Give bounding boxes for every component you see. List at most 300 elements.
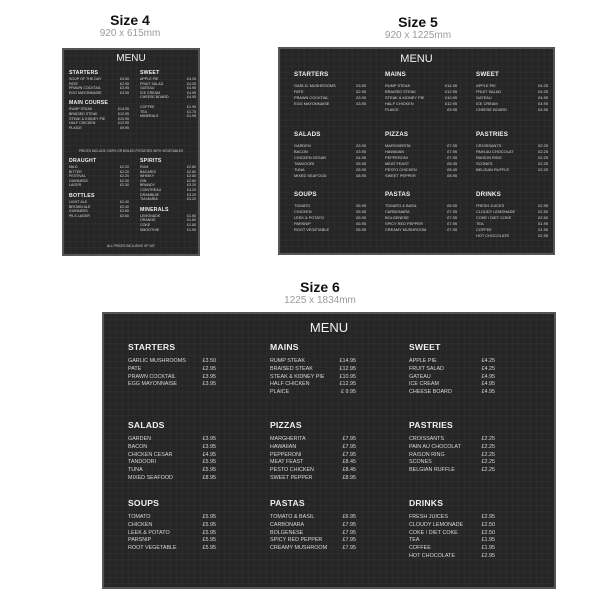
menu-item-name: PESTO CHICKEN xyxy=(270,467,314,474)
menu-item-name: BRANDY xyxy=(140,183,155,188)
menu-item xyxy=(140,114,196,119)
menu-item-price: £2.25 xyxy=(538,143,548,148)
menu-item-price: £4.95 xyxy=(187,86,196,91)
menu-item xyxy=(69,183,129,188)
menu-item-price: £2.95 xyxy=(202,365,216,372)
section-heading: SWEET xyxy=(140,70,160,76)
menu-section-sweet xyxy=(140,70,196,100)
menu-item-price: £4.95 xyxy=(202,451,216,458)
menu-item-name: MINERALS xyxy=(140,114,159,119)
menu-item xyxy=(128,545,216,553)
size5-dims: 920 x 1225mm xyxy=(384,30,452,41)
section-block xyxy=(128,342,216,420)
size4-note-top: PRICES INCLUDE CHIPS OR BOILED POTATOES WITH VEGETABLES xyxy=(78,149,184,153)
menu-item-name: COFFEE xyxy=(476,227,492,233)
menu-item-price: £3.95 xyxy=(202,381,216,388)
menu-item-name: GUINNESS xyxy=(69,209,88,214)
menu-item-name: FRESH JUICES xyxy=(476,203,505,208)
menu-item-price: £7.95 xyxy=(342,521,356,528)
menu-item-name: PEPPERONI xyxy=(270,451,302,458)
menu-item-name: SWEET PEPPER xyxy=(270,474,313,481)
menu-item-price: £4.25 xyxy=(538,83,548,88)
menu-item-name: EGG MAYONNAISE xyxy=(294,101,330,107)
menu-item-price: £7.95 xyxy=(342,443,356,450)
menu-item-name: TEA xyxy=(409,537,420,544)
section-block xyxy=(385,191,457,251)
menu-section-salads xyxy=(128,420,216,483)
menu-item-price: £4.95 xyxy=(538,101,548,107)
section-heading: STARTERS xyxy=(69,70,99,76)
menu-item-price: £2.20 xyxy=(120,169,129,174)
menu-item-price: £2.25 xyxy=(481,443,495,450)
size6-col-3 xyxy=(409,342,495,576)
menu-section-mains xyxy=(385,71,457,113)
menu-item-price: £7.95 xyxy=(342,529,356,536)
menu-item-name: GARLIC MUSHROOMS xyxy=(128,358,186,364)
size4-col-left xyxy=(69,70,129,135)
menu-item xyxy=(69,91,129,96)
menu-title: MENU xyxy=(309,320,349,335)
menu-item-name: BACARDI xyxy=(140,169,156,174)
section-heading: DRAUGHT xyxy=(69,158,97,164)
menu-section-bottles xyxy=(69,193,129,218)
menu-item xyxy=(270,459,356,467)
size4-dims: 920 x 615mm xyxy=(99,28,161,39)
menu-section-pizzas xyxy=(270,420,356,483)
menu-section-sweet xyxy=(409,342,495,397)
menu-item-price: £2.80 xyxy=(187,169,196,174)
menu-item-price: £1.60 xyxy=(187,213,196,218)
menu-item-price: £12.95 xyxy=(339,381,356,388)
menu-section-pastries xyxy=(409,420,495,475)
menu-item-name: WHISKY xyxy=(140,174,155,179)
menu-item-price: £8.45 xyxy=(447,161,457,167)
menu-item-name: CROISSANTS xyxy=(476,143,502,148)
menu-item-name: SCONES xyxy=(409,459,432,466)
menu-item-name: PARSNIP xyxy=(294,221,311,227)
menu-item-name: CLOUDY LEMONADE xyxy=(409,521,464,528)
menu-item-price: £5.95 xyxy=(356,167,366,173)
menu-item xyxy=(409,459,495,467)
menu-section-pastas xyxy=(270,498,356,553)
size4-title: Size 4 xyxy=(110,12,150,28)
section-block xyxy=(476,191,548,251)
section-block xyxy=(409,420,495,498)
menu-item-name: PEPPERONI xyxy=(385,155,408,161)
size5-col-2 xyxy=(385,71,457,251)
menu-item-name: PESTO CHICKEN xyxy=(385,167,417,173)
section-block xyxy=(476,131,548,191)
menu-item xyxy=(270,389,356,397)
menu-item xyxy=(140,228,196,233)
menu-item-name: CREAMY MUSHROOM xyxy=(385,227,427,233)
menu-item xyxy=(128,374,216,382)
menu-item-name: BRAISED STEAK xyxy=(385,89,416,95)
menu-item-price: £2.30 xyxy=(120,178,129,183)
menu-item-name: BACON xyxy=(128,443,148,450)
menu-item xyxy=(128,366,216,374)
menu-item xyxy=(270,530,356,538)
menu-item-price: £4.95 xyxy=(481,389,495,396)
menu-item-price: £3.95 xyxy=(120,86,129,91)
section-heading: SALADS xyxy=(294,131,321,138)
section-heading: SWEET xyxy=(409,342,441,352)
menu-item-name: ROOT VEGETABLE xyxy=(128,545,177,552)
menu-item-name: PLAICE xyxy=(69,125,82,130)
menu-item-name: COINTREAU xyxy=(140,187,162,192)
menu-item xyxy=(128,522,216,530)
menu-item-name: PRAWN COCKTAIL xyxy=(69,86,101,91)
menu-item xyxy=(409,381,495,389)
menu-item xyxy=(294,173,366,179)
menu-item-price: £2.95 xyxy=(481,514,495,520)
menu-item-name: HOT CHOCOLATE xyxy=(409,552,455,559)
menu-item-name: CLOUDY LEMONADE xyxy=(476,209,516,215)
menu-item-name: LAGER xyxy=(69,183,82,188)
menu-item-name: SPICY RED PEPPER xyxy=(385,221,423,227)
menu-item-price: £5.95 xyxy=(202,467,216,474)
section-block xyxy=(270,420,356,498)
menu-item-name: HOT CHOCOLATE xyxy=(476,233,510,239)
section-heading: SWEET xyxy=(476,71,500,78)
menu-item-price: £10.95 xyxy=(118,116,129,121)
menu-item-price: £6.95 xyxy=(342,514,356,520)
menu-item-price: £2.20 xyxy=(120,165,129,169)
section-heading: MAINS xyxy=(385,71,406,78)
menu-item-price: £4.95 xyxy=(481,373,495,380)
menu-item-price: £5.95 xyxy=(202,521,216,528)
menu-item-price: £2.25 xyxy=(481,451,495,458)
menu-item-name: CHICKEN CESAR xyxy=(128,451,173,458)
menu-section-pastries xyxy=(476,131,548,173)
menu-item-price: £8.45 xyxy=(342,467,356,474)
menu-item xyxy=(409,514,495,522)
menu-item-name: TIA MARIA xyxy=(140,197,158,202)
menu-item-name: TUNA xyxy=(128,467,143,474)
menu-item xyxy=(140,95,196,100)
menu-item-price: £2.30 xyxy=(120,183,129,188)
size6-col-2 xyxy=(270,342,356,576)
menu-item-price: £14.95 xyxy=(118,107,129,112)
menu-item-price: £10.95 xyxy=(445,95,457,101)
menu-item xyxy=(270,366,356,374)
menu-item xyxy=(270,514,356,522)
menu-section-starters xyxy=(294,71,366,107)
menu-item xyxy=(476,107,548,113)
menu-item-name: TOMATO xyxy=(128,514,151,520)
menu-item-price: £1.95 xyxy=(481,537,495,544)
menu-item-name: PATE xyxy=(69,81,78,86)
menu-item-name: EGG MAYONNAISE xyxy=(128,381,178,388)
menu-item-price: £8.45 xyxy=(447,167,457,173)
menu-item-price: £7.95 xyxy=(342,545,356,552)
menu-item-price: £2.95 xyxy=(120,81,129,86)
menu-item-name: PILS LAGER xyxy=(69,213,90,218)
menu-item-price: £5.95 xyxy=(202,514,216,520)
menu-item-price: £4.95 xyxy=(356,155,366,161)
menu-item-price: £3.50 xyxy=(120,77,129,81)
menu-item-name: EGG MAYONNAISE xyxy=(69,90,102,95)
menu-item xyxy=(294,227,366,233)
menu-item-name: GATEAU xyxy=(476,95,492,101)
size5-label xyxy=(338,14,498,41)
menu-item-name: RUMP STEAK xyxy=(385,83,411,88)
menu-item-price: £4.25 xyxy=(481,365,495,372)
section-heading: STARTERS xyxy=(128,342,176,352)
menu-item xyxy=(409,537,495,545)
menu-title: MENU xyxy=(400,53,433,65)
menu-item-name: MILD xyxy=(69,165,78,169)
menu-section-sweet xyxy=(476,71,548,113)
menu-item-name: APPLE PIE xyxy=(476,83,496,88)
menu-item-name: FESTIVAL xyxy=(69,174,86,179)
section-heading: BOTTLES xyxy=(69,192,95,199)
menu-item-price: £5.95 xyxy=(202,545,216,552)
menu-item xyxy=(69,126,129,131)
size5-col-1 xyxy=(294,71,366,251)
menu-item-name: MIXED SEAFOOD xyxy=(128,474,173,481)
menu-item-name: SWEET PEPPER xyxy=(385,173,416,179)
menu-item-name: GATEAU xyxy=(409,373,431,380)
menu-item-price: £4.25 xyxy=(187,81,196,86)
menu-section-starters xyxy=(69,70,129,95)
section-heading: STARTERS xyxy=(294,71,329,78)
menu-section-salads xyxy=(294,131,366,180)
menu-item xyxy=(409,545,495,553)
menu-item-name: PARSNIP xyxy=(128,537,152,544)
menu-item xyxy=(409,436,495,444)
menu-item xyxy=(270,522,356,530)
menu-item xyxy=(385,227,457,233)
size6-dims: 1225 x 1834mm xyxy=(284,295,356,306)
menu-item-name: MEAT FEAST xyxy=(385,161,410,167)
menu-item-price: £7.95 xyxy=(447,155,457,161)
menu-item-name: HALF CHICKEN xyxy=(69,121,96,126)
section-heading: PIZZAS xyxy=(385,131,409,138)
menu-item-price: £2.25 xyxy=(481,467,495,474)
menu-item-name: SOUP OF THE DAY xyxy=(69,77,102,81)
menu-item-name: CHEESE BOARD xyxy=(140,95,169,100)
menu-item-price: £4.95 xyxy=(187,90,196,95)
menu-item-price: £3.95 xyxy=(202,436,216,442)
menu-item-price: £2.80 xyxy=(187,165,196,169)
section-heading: PIZZAS xyxy=(270,420,302,430)
menu-item-price: £8.95 xyxy=(202,474,216,481)
menu-item-name: PAIN AU CHOCOLAT xyxy=(476,149,514,155)
menu-item-price: £2.50 xyxy=(538,215,548,221)
menu-item-price: £3.50 xyxy=(356,83,366,88)
menu-item xyxy=(128,452,216,460)
menu-item-price: £7.95 xyxy=(447,143,457,148)
menu-item-name: TOMATO & BASIL xyxy=(270,514,315,520)
menu-section-main-course xyxy=(69,100,129,130)
section-heading: MAINS xyxy=(270,342,299,352)
section-block xyxy=(476,71,548,131)
menu-item-price: £12.95 xyxy=(339,365,356,372)
menu-item xyxy=(409,374,495,382)
menu-item-name: TUNA xyxy=(294,167,305,173)
menu-item-price: £1.95 xyxy=(187,114,196,119)
menu-item-price: £7.95 xyxy=(342,537,356,544)
menu-section-drinks xyxy=(476,191,548,240)
section-block xyxy=(128,498,216,576)
menu-item-name: GARDEN xyxy=(294,143,311,148)
menu-item-name: TOMATO xyxy=(294,203,311,208)
menu-item-name: FRUIT SALAD xyxy=(476,89,502,95)
size6-menu-board xyxy=(102,312,556,589)
section-heading: PASTAS xyxy=(270,498,305,508)
menu-item xyxy=(128,436,216,444)
menu-item-price: £7.95 xyxy=(447,149,457,155)
menu-item-name: SCONES xyxy=(476,161,493,167)
menu-item-price: £5.95 xyxy=(356,203,366,208)
menu-item-price: £5.95 xyxy=(356,221,366,227)
menu-item-price: £1.95 xyxy=(481,545,495,552)
menu-item-name: CHICKEN CESAR xyxy=(294,155,326,161)
menu-item-name: LEMONADE xyxy=(140,213,161,218)
menu-item-price: £3.95 xyxy=(120,90,129,95)
menu-section-section xyxy=(140,105,196,119)
menu-item-name: FRUIT SALAD xyxy=(140,81,164,86)
section-block xyxy=(294,131,366,191)
menu-section-soups xyxy=(294,191,366,233)
section-heading: DRINKS xyxy=(409,498,444,508)
menu-section-pizzas xyxy=(385,131,457,180)
menu-item-name: TANDOORI xyxy=(128,459,157,466)
menu-item-price: £5.95 xyxy=(202,459,216,466)
menu-item-name: CHEESE BOARD xyxy=(409,389,452,396)
menu-item-name: ICE CREAM xyxy=(409,381,439,388)
size6-col-1 xyxy=(128,342,216,576)
menu-item xyxy=(128,514,216,522)
menu-item-price: £2.95 xyxy=(538,233,548,239)
size6-title: Size 6 xyxy=(300,279,340,295)
menu-item-name: MARGHERITA xyxy=(385,143,411,148)
section-heading: PASTAS xyxy=(385,191,411,198)
menu-item xyxy=(409,389,495,397)
menu-item-name: BOLGENESE xyxy=(270,529,304,536)
menu-item xyxy=(270,381,356,389)
menu-item-name: CARBONARA xyxy=(385,209,410,215)
menu-section-minerals xyxy=(140,207,196,232)
section-block xyxy=(128,420,216,498)
section-heading: PASTRIES xyxy=(409,420,453,430)
menu-item xyxy=(409,553,495,561)
menu-item-price: £3.95 xyxy=(356,143,366,148)
section-block xyxy=(385,71,457,131)
menu-item xyxy=(270,374,356,382)
menu-item-name: CARBONARA xyxy=(270,521,305,528)
section-heading: SOUPS xyxy=(294,191,317,198)
menu-item xyxy=(270,545,356,553)
menu-item-name: STEAK & KIDNEY PIE xyxy=(69,116,106,121)
menu-item-name: ORANGE xyxy=(140,218,156,223)
size4-col-right2 xyxy=(140,158,196,237)
section-block xyxy=(270,498,356,576)
menu-item xyxy=(270,444,356,452)
menu-item-price: £1.60 xyxy=(187,218,196,223)
menu-item xyxy=(69,214,129,219)
menu-item-name: CHICKEN xyxy=(294,209,312,215)
menu-item-price: £12.95 xyxy=(445,89,457,95)
menu-item-price: £2.25 xyxy=(538,161,548,167)
menu-item-price: £5.95 xyxy=(202,529,216,536)
menu-item-price: £7.95 xyxy=(447,209,457,215)
menu-item xyxy=(409,366,495,374)
menu-item-price: £2.25 xyxy=(538,149,548,155)
size4-label xyxy=(60,12,200,39)
menu-item xyxy=(140,197,196,202)
menu-item xyxy=(128,358,216,366)
menu-item xyxy=(409,444,495,452)
menu-section-drinks xyxy=(409,498,495,561)
menu-item xyxy=(128,444,216,452)
menu-item-price: £2.25 xyxy=(481,459,495,466)
menu-item-name: DRAMBUIE xyxy=(140,192,159,197)
menu-item xyxy=(385,107,457,113)
menu-item-price: £9.95 xyxy=(447,107,457,113)
menu-item-price: £2.95 xyxy=(538,203,548,208)
menu-item-name: GUINNESS xyxy=(69,178,88,183)
menu-item-name: STEAK & KIDNEY PIE xyxy=(385,95,425,101)
menu-item-price: £7.95 xyxy=(447,215,457,221)
menu-item-price: £2.80 xyxy=(187,174,196,179)
menu-item-price: £4.25 xyxy=(538,89,548,95)
menu-item-name: BACON xyxy=(294,149,308,155)
menu-item-name: APPLE PIE xyxy=(140,77,159,81)
menu-item-name: ICE CREAM xyxy=(140,90,160,95)
section-block xyxy=(294,71,366,131)
size4-menu-board xyxy=(62,48,200,256)
menu-item-price: £12.95 xyxy=(445,101,457,107)
menu-item-name: ROOT VEGETABLE xyxy=(294,227,330,233)
menu-item-name: LEEK & POTATO xyxy=(294,215,325,221)
menu-item-price: £14.95 xyxy=(339,358,356,364)
menu-item-price: £2.25 xyxy=(538,167,548,173)
menu-item-price: £8.95 xyxy=(356,173,366,179)
menu-item-name: PLAICE xyxy=(385,107,399,113)
menu-item xyxy=(409,522,495,530)
menu-item xyxy=(409,467,495,475)
menu-item-name: RAISON RING xyxy=(476,155,502,161)
menu-item-name: BRAISED STEAK xyxy=(69,111,98,116)
size5-menu-board xyxy=(278,47,555,255)
section-heading: MAIN COURSE xyxy=(69,100,109,107)
menu-item-name: TANDOORI xyxy=(294,161,315,167)
size4-col-right xyxy=(140,70,196,124)
menu-item-name: MIXED SEAFOOD xyxy=(294,173,327,179)
menu-item-price: £3.95 xyxy=(356,149,366,155)
menu-item-price: £3.20 xyxy=(187,183,196,188)
menu-item-price: £7.95 xyxy=(342,451,356,458)
menu-item-price: £5.95 xyxy=(356,227,366,233)
menu-item xyxy=(476,167,548,173)
menu-item xyxy=(409,530,495,538)
size4-col-left2 xyxy=(69,158,129,223)
menu-item-name: TEA xyxy=(140,109,147,114)
menu-item-price: £1.90 xyxy=(187,227,196,232)
section-heading: MINERALS xyxy=(140,206,169,213)
menu-item-price: £3.20 xyxy=(187,192,196,197)
menu-item-price: £2.50 xyxy=(481,529,495,536)
section-block xyxy=(294,191,366,251)
menu-section-pastas xyxy=(385,191,457,233)
menu-item-price: £2.50 xyxy=(481,521,495,528)
menu-item-price: £2.25 xyxy=(538,155,548,161)
menu-item-name: FRESH JUICES xyxy=(409,514,448,520)
menu-item-name: RAISON RING xyxy=(409,451,445,458)
menu-item-name: ICE CREAM xyxy=(476,101,498,107)
